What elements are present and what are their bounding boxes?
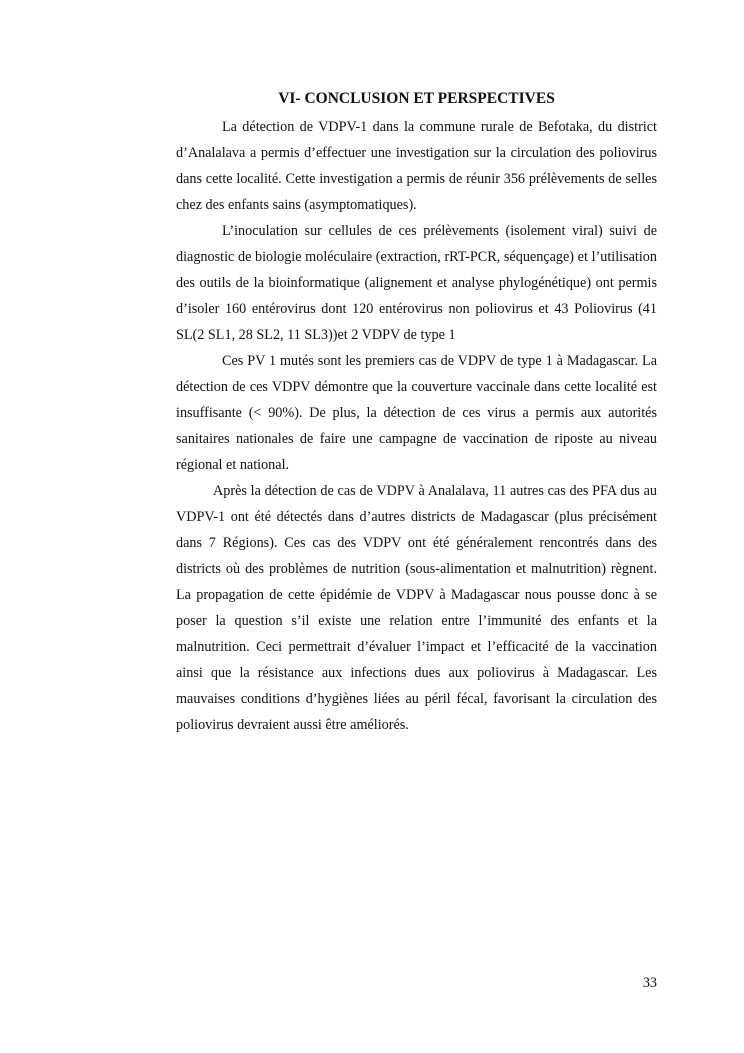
section-title: VI- CONCLUSION ET PERSPECTIVES <box>278 90 555 107</box>
body-text <box>176 114 657 738</box>
page-number: 33 <box>642 975 657 991</box>
paragraph-other-cases: Après la détection de cas de VDPV à Analalava, 11 autres cas des PFA dus au VDPV-1 ont été détectés dans d’autres districts de Madagascar (plus précisément dans 7 Régions). Ces cas des VDPV ont été généralement rencontrés dans des districts où des problèmes de nutrition (sous-alimentation et malnutrition) règnent. La propagation de cette épidémie de VDPV à Madagascar nous pousse donc à se poser la question s’il existe une relation entre l’immunité des enfants et la malnutrition. Ceci permettrait d’évaluer l’impact et l’efficacité de la vaccination ainsi que la résistance aux infections dues aux poliovirus à Madagascar. Les mauvaises conditions d’hygiènes liées au péril fécal, favorisant la circulation des poliovirus devraient aussi être améliorés. <box>176 483 657 733</box>
paragraph-detection: La détection de VDPV-1 dans la commune rurale de Befotaka, du district d’Analalava a permis d’effectuer une investigation sur la circulation des poliovirus dans cette localité. Cette investigation a permis de réunir 356 prélèvements de selles chez des enfants sains (asymptomatiques). <box>176 119 657 213</box>
paragraph-mutated-pv1: Ces PV 1 mutés sont les premiers cas de VDPV de type 1 à Madagascar. La détection de ces VDPV démontre que la couverture vaccinale dans cette localité est insuffisante (< 90%). De plus, la détection de ces virus a permis aux autorités sanitaires nationales de faire une campagne de vaccination de riposte au niveau régional et national. <box>176 353 657 473</box>
paragraph-inoculation: L’inoculation sur cellules de ces prélèvements (isolement viral) suivi de diagnostic de biologie moléculaire (extraction, rRT-PCR, séquençage) et l’utilisation des outils de la bioinformatique (alignement et analyse phylogénétique) ont permis d’isoler 160 entérovirus dont 120 entérovirus non poliovirus et 43 Poliovirus (41 SL(2 SL1, 28 SL2, 11 SL3))et 2 VDPV de type 1 <box>176 223 657 343</box>
